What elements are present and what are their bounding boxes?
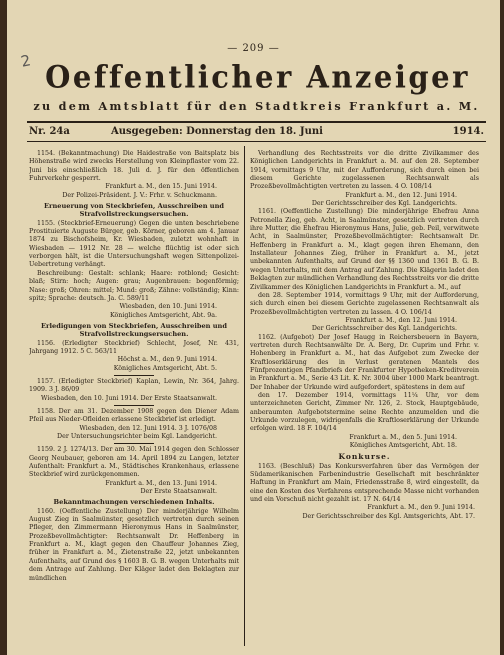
column-divider (244, 146, 245, 646)
masthead-subtitle: zu dem Amtsblatt für den Stadtkreis Frankfurt a. M. (33, 99, 480, 113)
issue-year: 1914. (452, 126, 484, 137)
notice-paragraph: den 28. September 1914, vormittags 9 Uhr, mit der Aufforderung, sich durch einen bei diesem Gerichte zugelassenen Rechtsanwalt als Prozeßbevollmächtigten vertreten zu lassen. 4 O. 106/14 (250, 291, 479, 316)
notice-paragraph: 1156. (Erledigter Steckbrief) Schlecht, Josef, Nr. 431, Jahrgang 1912. 5 C. 563/11 (29, 339, 239, 355)
notice-paragraph: 1155. (Steckbrief-Erneuerung) Gegen die unten beschriebene Prostituierte Auguste Bürger, geb. Körner, geboren am 4. Januar 1874 zu Bischofsheim, Kr. Wiesbaden, zuletzt wohnhaft in Wiesbaden — 1912 Nr. 28 — welche flüchtig ist oder sich verborgen hält, ist die Untersuchungshaft wegen Sittenpolizei-Uebertretung verhängt. (29, 219, 239, 269)
right-column (250, 150, 479, 650)
notice-paragraph: den 17. Dezember 1914, vormittags 11¼ Uhr, vor dem unterzeichneten Gericht, Zimmer Nr. 126, 2. Stock, Hauptgebäude, anberaumten Aufgebotstermine seine Rechte anzumelden und die Urkunde vorzulegen, widrigenfalls die Kraftloserklärung der Urkunde erfolgen wird. 18 F. 104/14 (250, 391, 479, 433)
signature-line: Der Untersuchungsrichter beim Kgl. Landgericht. (57, 433, 217, 440)
signature-line: Frankfurt a. M., den 13. Juni 1914. (105, 479, 217, 487)
signature-line: Frankfurt a. M., den 12. Juni 1914. (345, 191, 457, 199)
notice-paragraph: Beschreibung: Gestalt: schlank; Haare: rotblond; Gesicht: blaß; Stirn: hoch; Augen: grau; Augenbrauen: bogenförmig; Nase: groß; Ohren: mittel; Mund: groß; Zähne: vollständig; Kinn: spitz; Sprache: deutsch. Ja. C. 589/11 (29, 269, 239, 302)
signature-line: Der Gerichtsschreiber des Kgl. Landgerichts. (311, 200, 457, 208)
notice-paragraph: 1161. (Oeffentliche Zustellung) Die minderjährige Ehefrau Anna Petronella Zieg, geb. Acht, in Saalmünster, gesetzlich vertreten durch ihre Mutter, die Ehefrau Hieronymus Hans, Julie, geb. Peil, verwitwete Acht, in Saalmünster, Prozeßbevollmächtigter: Rechtsanwalt Dr. Heffenberg in Frankfurt a. M., klagt gegen ihren Ehemann, den Installateur Johannes Zieg, früher in Frankfurt a. M., jetzt unbekannten Aufenthalts, auf Grund der §§ 1360 und 1361 B. G. B. wegen Unterhalts, mit dem Antrag auf Zahlung. Die Klägerin ladet den Beklagten zur mündlichen Verhandlung des Rechtsstreits vor die dritte Zivilkammer des Königlichen Landgerichts in Frankfurt a. M., auf (250, 208, 479, 291)
signature-line: Königliches Amtsgericht, Abt. 18. (349, 442, 457, 450)
notice-paragraph: Verhandlung des Rechtsstreits vor die dritte Zivilkammer des Königlichen Landgerichts in Frankfurt a. M. auf den 28. September 1914, vormittags 9 Uhr, mit der Aufforderung, sich durch einen bei diesem Gerichte zugelassenen Rechtsanwalt als Prozeßbevollmächtigten vertreten zu lassen. 4 O. 108/14 (250, 150, 479, 191)
pencil-mark: 2 (19, 51, 33, 71)
signature-line: Frankfurt a. M., den 9. Juni 1914. (367, 504, 475, 512)
signature-line: Frankfurt a. M., den 5. Juni 1914. (349, 433, 457, 441)
issue-number: Nr. 24a (29, 126, 70, 137)
signature-line: Der Gerichtsschreiber des Kgl. Landgerichts. (311, 325, 457, 333)
notice-paragraph: 1162. (Aufgebot) Der Josef Haugg in Reichersbeuern in Bayern, vertreten durch Rechtsanwälte Dr. A. Berg, Dr. Cuprim und Frhr. v. Hohenberg in Frankfurt a. M., hat das Aufgebot zum Zwecke der Kraftloserklärung des in Verlust geratenen Mantels des Fünfprozentigen Pfandbriefs der Frankfurter Hypotheken-Kreditverein in Frankfurt a. M., Serie 43 Lit. K. Nr. 3004 über 1000 Mark beantragt. Der Inhaber der Urkunde wird aufgefordert, spätestens in dem auf (250, 333, 479, 391)
newspaper-page (7, 0, 500, 655)
notice-paragraph: 1158. Der am 31. Dezember 1908 gegen den Diener Adam Pfeil aus Nieder-Ofleiden erlassene Steckbrief ist erledigt. (29, 407, 239, 424)
issue-date: Ausgegeben: Donnerstag den 18. Juni (111, 126, 323, 137)
signature-line: Der Erste Staatsanwalt. (140, 488, 217, 496)
separator-rule (114, 405, 154, 406)
header-rule-bottom (27, 141, 486, 142)
section-heading: Erneuerung von Steckbriefen, Ausschreiben und Strafvollstreckungsersuchen. (44, 202, 224, 219)
signature-line: Frankfurt a. M., den 12. Juni 1914. (345, 316, 457, 324)
page-number: — 209 — (227, 43, 280, 54)
signature-line: Höchst a. M., den 9. Juni 1914. (117, 356, 217, 364)
section-heading: Bekanntmachungen verschiedenen Inhalts. (53, 498, 215, 507)
header-rule-top (27, 121, 486, 123)
section-heading: Erledigungen von Steckbriefen, Ausschreiben und Strafvollstreckungsersuchen. (41, 321, 227, 339)
signature-line: Der Polizei-Präsident. J. V.: Frhr. v. Schuckmann. (62, 191, 217, 199)
section-heading: Konkurse. (338, 452, 391, 462)
signature-line: Wiesbaden, den 10. Juni 1914. (119, 303, 217, 311)
separator-rule (114, 375, 154, 376)
signature-line: Der Gerichtsschreiber des Kgl. Amtsgerichts, Abt. 17. (302, 512, 475, 520)
issue-bar (29, 126, 484, 140)
notice-paragraph: 1163. (Beschluß) Das Konkursverfahren über das Vermögen der Südamerikanischen Farbenindustrie Gesellschaft mit beschränkter Haftung in Frankfurt am Main, Friedensstraße 8, wird eingestellt, da eine den Kosten des Verfahrens entsprechende Masse nicht vorhanden und ein Vorschuß nicht gezahlt ist. 17 N. 64/14 (250, 462, 479, 504)
masthead-title: Oeffentlicher Anzeiger (45, 59, 470, 95)
signature-line: Frankfurt a. M., den 15. Juni 1914. (105, 183, 217, 191)
signature-line: Wiesbaden, den 10. Juni 1914. Der Erste Staatsanwalt. (41, 394, 217, 402)
signature-line: Königliches Amtsgericht, Abt. 9a. (109, 311, 217, 319)
notice-paragraph: 1160. (Oeffentliche Zustellung) Der minderjährige Wilhelm August Zieg in Saalmünster, gesetzlich vertreten durch seinen Pfleger, den Zimmermann Hieronymus Hans in Saalmünster, Prozeßbevollmächtigter: Rechtsanwalt Dr. Heffenberg in Frankfurt a. M., klagt gegen den Chauffeur Johannes Zieg, früher in Frankfurt a. M., Zietenstraße 22, jetzt unbekannten Aufenthalts, auf Grund des § 1603 B. G. B. wegen Unterhalts mit dem Antrage auf Zahlung. Der Kläger ladet den Beklagten zur mündlichen (29, 507, 239, 582)
left-column (29, 150, 239, 650)
separator-rule (114, 443, 154, 444)
notice-paragraph: 1159. 2 J. 1274/13. Der am 30. Mai 1914 gegen den Schlosser Georg Neubauer, geboren am 14. April 1894 zu Langen, letzter Aufenthalt: Frankfurt a. M., Städtisches Krankenhaus, erlassene Steckbrief wird zurückgenommen. (29, 446, 239, 479)
signature-line: Wiesbaden, den 12. Juni 1914. 3 J. 1076/08 (79, 424, 217, 432)
signature-line: Königliches Amtsgericht, Abt. 5. (113, 364, 217, 372)
notice-paragraph: 1157. (Erledigter Steckbrief) Kaplan, Lewin, Nr. 364, Jahrg. 1909. 3 J. 86/09 (29, 377, 239, 394)
notice-paragraph: 1154. (Bekanntmachung) Die Haidestraße von Baitsplatz bis Höhenstraße wird zwecks Herstellung von Kleinpflaster vom 22. Juni bis einschließlich 18. Juli d. J. für den öffentlichen Fuhrverkehr gesperrt. (29, 150, 239, 183)
